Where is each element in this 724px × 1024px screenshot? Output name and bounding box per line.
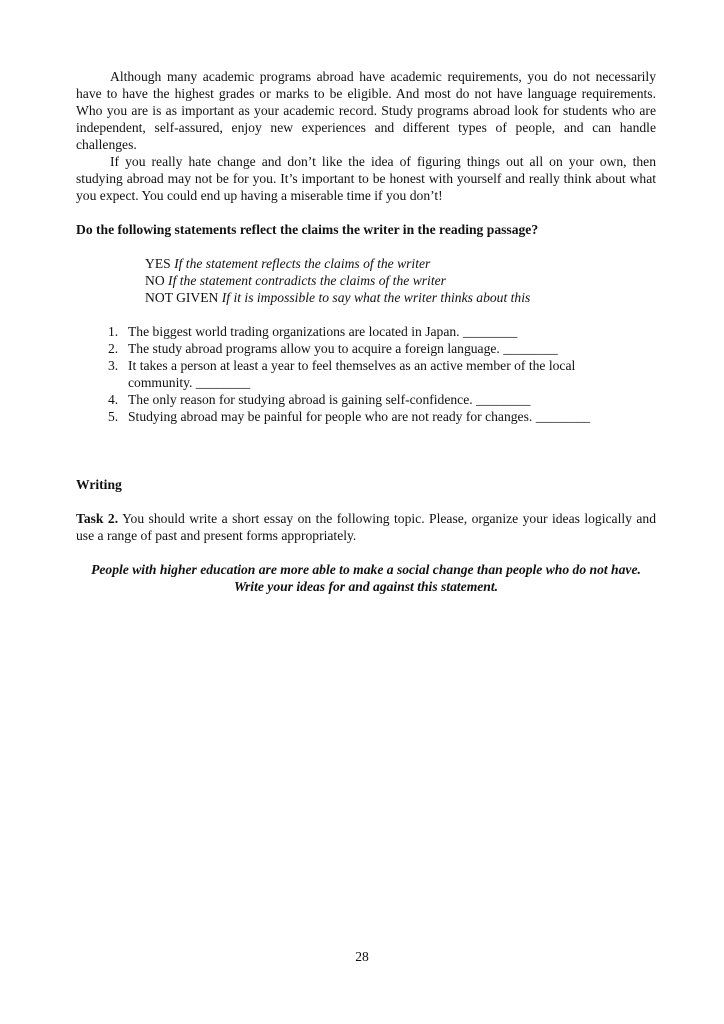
statement-text: It takes a person at least a year to feel themselves as an active member of the local community. bbox=[128, 358, 576, 390]
statement-text: Studying abroad may be painful for people who are not ready for changes. bbox=[128, 409, 533, 424]
legend-key: YES bbox=[145, 256, 171, 271]
task-instructions bbox=[76, 510, 656, 544]
statement-item bbox=[76, 357, 628, 391]
writing-heading: Writing bbox=[76, 477, 122, 492]
statement-number: 1. bbox=[108, 324, 119, 339]
answer-blank: ________ bbox=[476, 392, 531, 407]
statement-number: 4. bbox=[108, 392, 119, 407]
task-label: Task 2. bbox=[76, 511, 119, 526]
statement-number: 3. bbox=[108, 358, 119, 373]
answer-blank: ________ bbox=[195, 375, 251, 390]
answer-blank: ________ bbox=[462, 324, 518, 339]
statement-number: 2. bbox=[108, 341, 119, 356]
legend-description: If it is impossible to say what the writer thinks about this bbox=[221, 290, 531, 305]
page-number: 28 bbox=[355, 949, 369, 964]
answer-blank: ________ bbox=[503, 341, 558, 356]
statement-list bbox=[76, 323, 656, 425]
question-heading: Do the following statements reflect the claims the writer in the reading passage? bbox=[76, 222, 539, 237]
legend-key: NOT GIVEN bbox=[145, 290, 219, 305]
statement-number: 5. bbox=[108, 409, 119, 424]
statement-item bbox=[76, 340, 628, 357]
legend-no bbox=[145, 272, 656, 289]
statement-text: The study abroad programs allow you to acquire a foreign language. bbox=[128, 341, 500, 356]
passage-paragraph-1: Although many academic programs abroad have academic requirements, you do not necessarily have to have the highest grades or marks to be eligible. And most do not have language requirements. Who you are is as important as your academic record. Study programs abroad look for students who are independent, self-assured, enjoy new experiences and different types of people, and can handle challenges. bbox=[76, 69, 656, 152]
statement-item bbox=[76, 323, 628, 340]
statement-item bbox=[76, 391, 628, 408]
statement-item bbox=[76, 408, 628, 425]
answer-blank: ________ bbox=[535, 409, 591, 424]
legend-yes bbox=[145, 255, 656, 272]
document-page bbox=[76, 68, 656, 595]
passage-paragraph-2: If you really hate change and don’t like the idea of figuring things out all on your own, then studying abroad may not be for you. It’s important to be honest with yourself and really think about what you expect. You could end up having a miserable time if you don’t! bbox=[76, 154, 656, 203]
statement-text: The only reason for studying abroad is gaining self-confidence. bbox=[128, 392, 473, 407]
answer-legend bbox=[145, 255, 656, 306]
task-text: You should write a short essay on the following topic. Please, organize your ideas logically and use a range of past and present forms appropriately. bbox=[76, 511, 656, 543]
statement-text: The biggest world trading organizations are located in Japan. bbox=[128, 324, 460, 339]
legend-description: If the statement reflects the claims of the writer bbox=[174, 256, 431, 271]
legend-description: If the statement contradicts the claims of the writer bbox=[168, 273, 446, 288]
legend-not-given bbox=[145, 289, 656, 306]
legend-key: NO bbox=[145, 273, 165, 288]
essay-topic: People with higher education are more able to make a social change than people who do not have. Write your ideas for and against this statement. bbox=[91, 562, 641, 594]
